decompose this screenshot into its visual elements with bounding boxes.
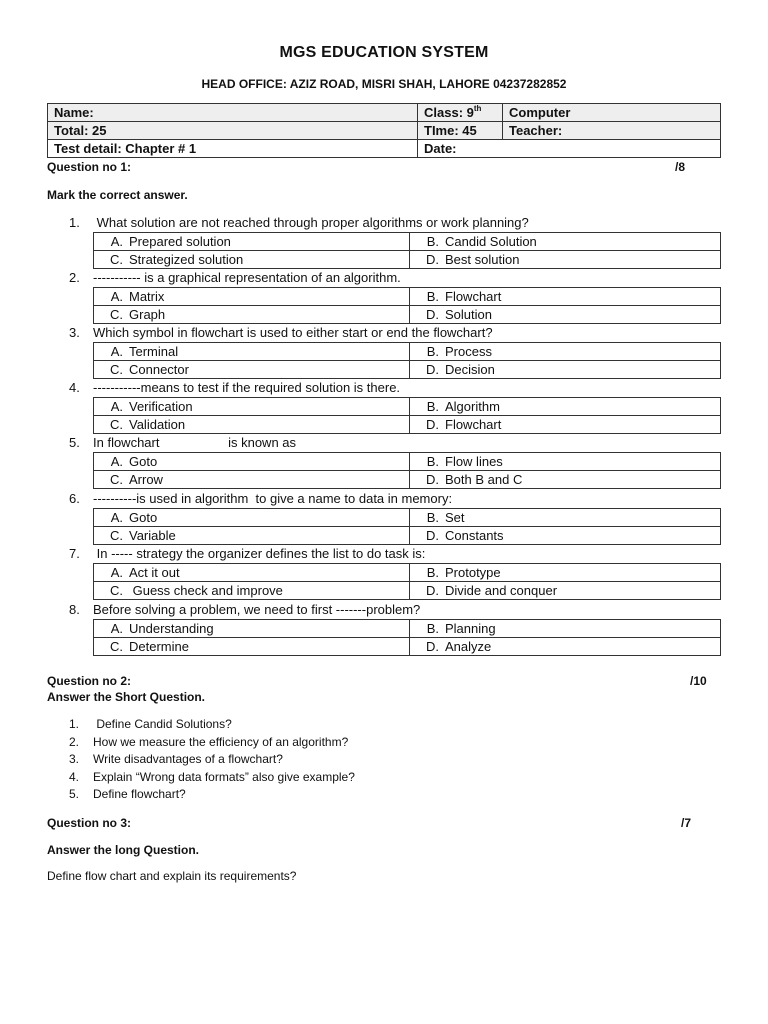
mcq-option [410,416,721,434]
mcq-number: 1. [69,215,80,230]
question3-marks: /7 [681,816,692,830]
mcq-option [410,471,721,489]
mcq-question-text: In flowchart is known as [93,435,297,450]
option-text: Determine [129,639,189,654]
mcq-options-table [93,452,721,489]
option-letter: C. [110,528,123,543]
option-text: Validation [129,417,186,432]
mcq-item [47,379,721,434]
mcq-option [94,509,410,527]
option-letter: D. [426,472,439,487]
mcq-option [410,361,721,379]
option-letter: A. [110,399,123,414]
mcq-option [94,398,410,416]
short-question-item [47,716,721,734]
option-letter: D. [426,639,439,654]
mcq-option [410,509,721,527]
mcq-option [410,638,721,656]
short-question-list [47,716,721,804]
option-letter: C. [110,307,123,322]
option-letter: B. [426,344,439,359]
question2-instruction: Answer the Short Question. [47,690,206,704]
option-letter: A. [110,510,123,525]
option-letter: B. [426,289,439,304]
question3-label: Question no 3: [47,816,131,830]
mcq-question [47,324,721,342]
option-letter: A. [110,565,123,580]
subject-field: Computer [503,104,721,122]
mcq-number: 8. [69,602,80,617]
option-letter: C. [110,639,123,654]
mcq-question [47,434,721,452]
option-letter: B. [426,454,439,469]
mcq-option [94,288,410,306]
short-question-text: Define Candid Solutions? [93,717,232,731]
question2-heading [47,674,721,688]
option-text: Candid Solution [445,234,537,249]
mcq-option [94,453,410,471]
option-text: Process [445,344,492,359]
option-text: Understanding [129,621,214,636]
total-field: Total: 25 [48,122,418,140]
mcq-question [47,214,721,232]
option-text: Matrix [129,289,165,304]
class-field [418,104,503,122]
mcq-question-text: ----------- is a graphical representation of an algorithm. [93,270,401,285]
option-letter: B. [426,565,439,580]
mcq-question [47,601,721,619]
mcq-option [94,306,410,324]
question2-label: Question no 2: [47,674,131,688]
option-text: Set [445,510,465,525]
mcq-item [47,269,721,324]
mcq-option [410,306,721,324]
class-superscript: th [473,104,482,113]
option-letter: C. [110,417,123,432]
option-text: Constants [445,528,504,543]
mcq-item [47,324,721,379]
mcq-option [410,564,721,582]
mcq-number: 7. [69,546,80,561]
question1-marks: /8 [675,160,686,174]
mcq-item [47,434,721,489]
short-question-item [47,769,721,787]
option-text: Goto [129,510,158,525]
option-text: Goto [129,454,158,469]
mcq-option [410,398,721,416]
option-text: Prototype [445,565,501,580]
short-question-number: 3. [69,752,80,766]
option-text: Connector [129,362,189,377]
short-question-number: 4. [69,769,80,784]
school-title: MGS EDUCATION SYSTEM [279,44,489,61]
short-question-item [47,751,721,769]
mcq-option [94,361,410,379]
short-question-number: 2. [69,734,80,749]
short-question-text: Write disadvantages of a flowchart? [93,752,283,766]
class-label: Class: 9 [424,105,474,120]
mcq-options-table [93,508,721,545]
question3-heading [47,816,721,830]
mcq-option [410,527,721,545]
option-text: Flowchart [445,289,502,304]
question3-instruction: Answer the long Question. [47,843,200,857]
mcq-options-table [93,397,721,434]
question1-heading [47,160,721,174]
short-question-text: How we measure the efficiency of an algorithm? [93,734,349,749]
mcq-option [410,582,721,600]
question1-instruction: Mark the correct answer. [47,188,188,202]
mcq-options-table [93,287,721,324]
mcq-number: 5. [69,435,80,450]
short-question-number: 1. [69,717,80,731]
option-letter: D. [426,417,439,432]
option-letter: D. [426,252,439,267]
student-info-table [47,103,721,158]
option-letter: C. [110,583,123,598]
name-field: Name: [48,104,418,122]
option-letter: A. [110,234,123,249]
option-letter: D. [426,307,439,322]
option-text: Verification [129,399,193,414]
mcq-option [94,620,410,638]
option-letter: A. [110,344,123,359]
option-text: Variable [129,528,176,543]
mcq-option [94,416,410,434]
mcq-option [410,233,721,251]
option-letter: D. [426,583,439,598]
option-letter: C. [110,362,123,377]
mcq-question [47,379,721,397]
mcq-question-text: -----------means to test if the required solution is there. [93,380,401,395]
mcq-option [94,471,410,489]
option-text: Prepared solution [129,234,231,249]
mcq-option [94,233,410,251]
option-text: Divide and conquer [445,583,558,598]
option-letter: B. [426,621,439,636]
mcq-item [47,214,721,269]
option-text: Solution [445,307,492,322]
mcq-options-table [93,232,721,269]
option-text: Decision [445,362,495,377]
option-text: Flowchart [445,417,502,432]
option-letter: C. [110,472,123,487]
mcq-options-table [93,342,721,379]
date-field: Date: [418,140,721,158]
short-question-text: Define flowchart? [93,787,186,801]
option-letter: A. [110,289,123,304]
mcq-question [47,545,721,563]
short-question-item [47,734,721,752]
mcq-option [94,527,410,545]
option-letter: A. [110,454,123,469]
mcq-question-text: In ----- strategy the organizer defines the list to do task is: [93,546,426,561]
mcq-option [410,343,721,361]
mcq-option [94,582,410,600]
mcq-number: 6. [69,491,80,506]
mcq-question-text: What solution are not reached through proper algorithms or work planning? [93,215,529,230]
mcq-option [410,288,721,306]
mcq-number: 2. [69,270,80,285]
mcq-option [94,343,410,361]
mcq-option [94,251,410,269]
mcq-question [47,490,721,508]
teacher-field: Teacher: [503,122,721,140]
mcq-item [47,545,721,600]
mcq-option [410,620,721,638]
short-question-number: 5. [69,787,80,801]
option-text: Guess check and improve [129,583,283,598]
test-detail-field: Test detail: Chapter # 1 [48,140,418,158]
option-letter: A. [110,621,123,636]
mcq-option [94,564,410,582]
option-text: Planning [445,621,496,636]
mcq-item [47,601,721,656]
option-text: Act it out [129,565,180,580]
option-letter: D. [426,528,439,543]
option-letter: B. [426,510,439,525]
option-text: Flow lines [445,454,503,469]
option-letter: C. [110,252,123,267]
mcq-options-table [93,619,721,656]
head-office-line: HEAD OFFICE: AZIZ ROAD, MISRI SHAH, LAHORE 04237282852 [201,77,567,91]
mcq-option [94,638,410,656]
option-letter: D. [426,362,439,377]
mcq-question [47,269,721,287]
option-text: Arrow [129,472,163,487]
short-question-text: Explain “Wrong data formats” also give example? [93,769,355,784]
mcq-number: 4. [69,380,80,395]
mcq-number: 3. [69,325,80,340]
mcq-question-text: ----------is used in algorithm to give a name to data in memory: [93,491,453,506]
question2-marks: /10 [690,674,707,688]
option-text: Algorithm [445,399,500,414]
long-question-text: Define flow chart and explain its requirements? [47,869,297,883]
question1-label: Question no 1: [47,160,131,174]
option-text: Best solution [445,252,520,267]
option-text: Strategized solution [129,252,244,267]
mcq-item [47,490,721,545]
option-text: Graph [129,307,166,322]
mcq-question-text: Before solving a problem, we need to first -------problem? [93,602,421,617]
time-field: TIme: 45 [418,122,503,140]
short-question-item [47,786,721,804]
mcq-question-text: Which symbol in flowchart is used to either start or end the flowchart? [93,325,493,340]
option-letter: B. [426,234,439,249]
mcq-option [410,251,721,269]
mcq-options-table [93,563,721,600]
option-text: Terminal [129,344,179,359]
option-text: Analyze [445,639,492,654]
mcq-option [410,453,721,471]
option-text: Both B and C [445,472,523,487]
option-letter: B. [426,399,439,414]
